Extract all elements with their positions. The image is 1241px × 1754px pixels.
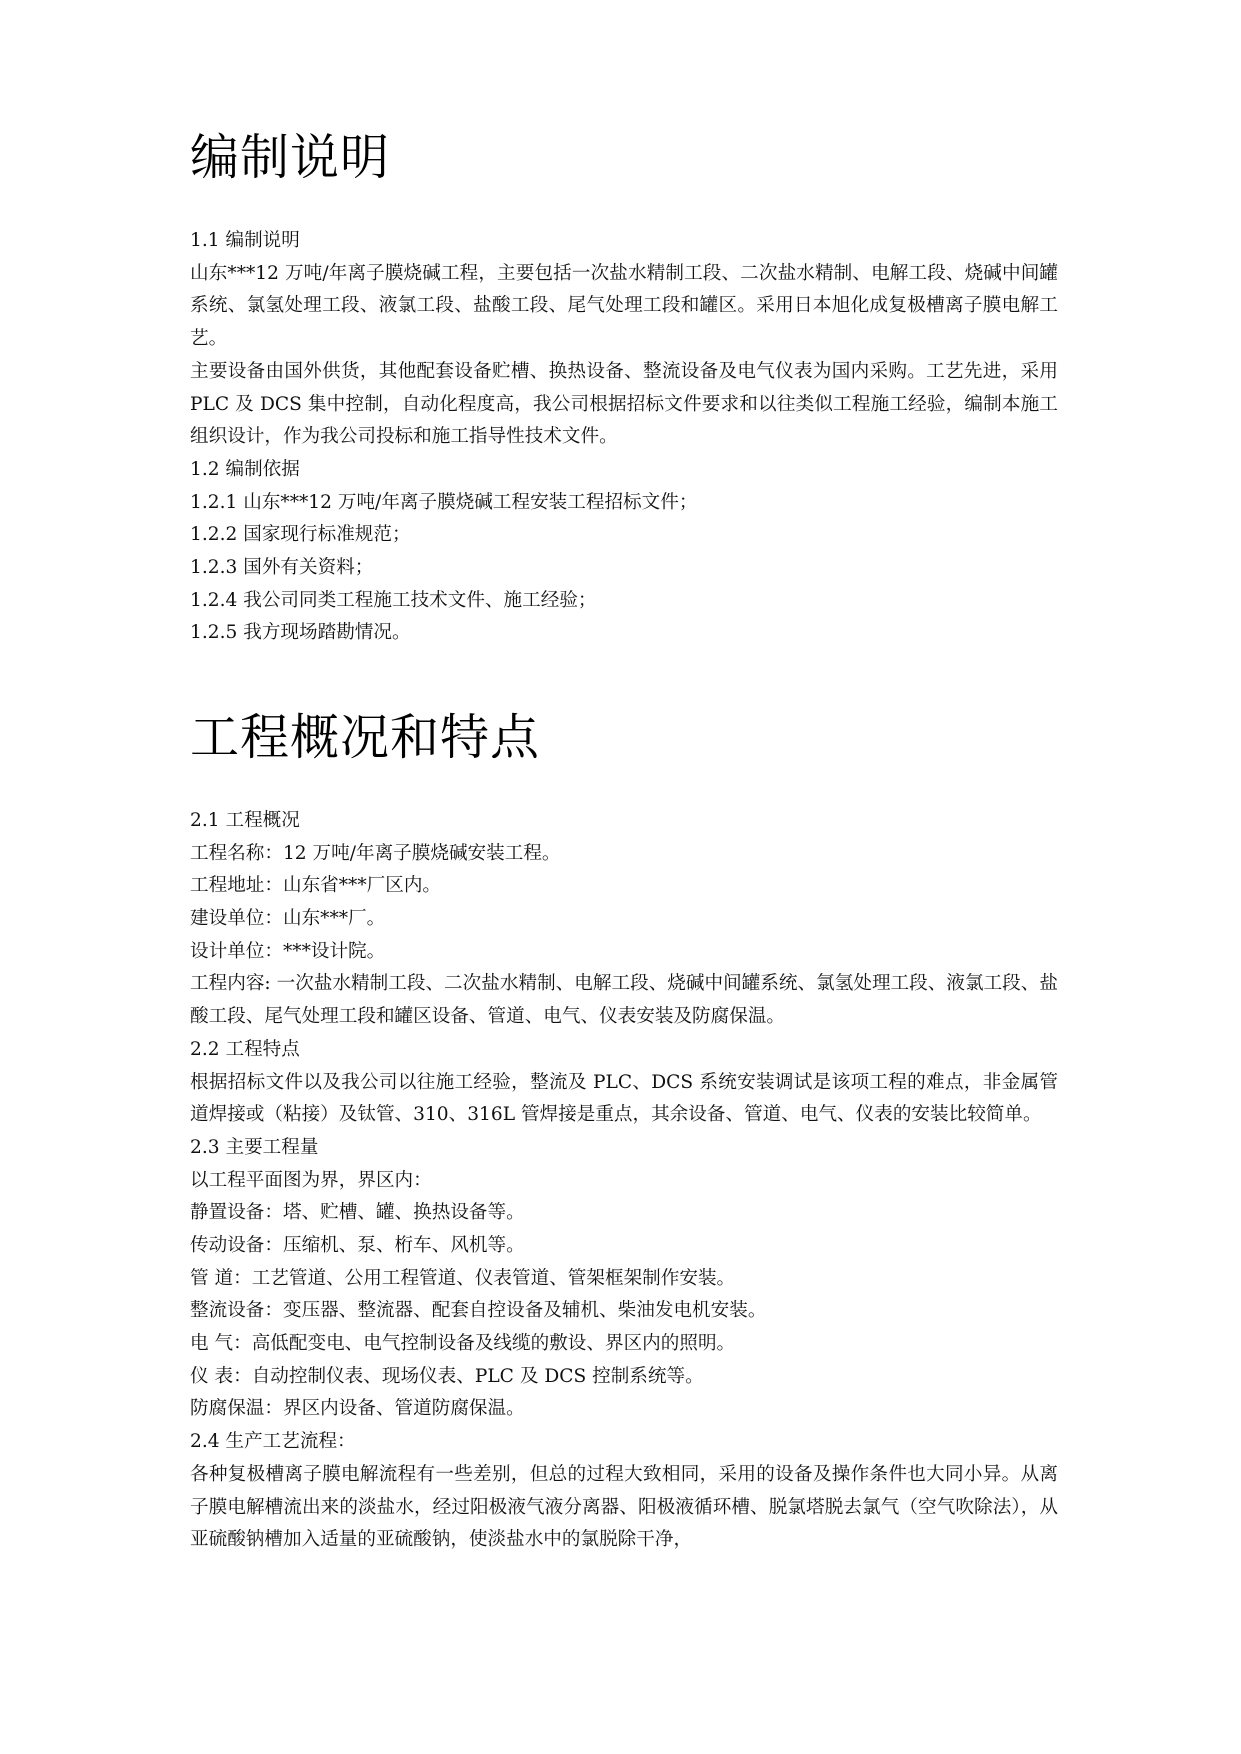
info-line: 工程名称：12 万吨/年离子膜烧碱安装工程。 [190,842,561,864]
section-heading-compilation: 编制说明 [190,129,391,186]
list-item: 1.2.2 国家现行标准规范； [190,524,411,546]
subsection-title: 2.4 生产工艺流程： [190,1431,356,1453]
section-body-compilation [190,225,1058,650]
list-item: 1.2.5 我方现场踏勘情况。 [190,622,411,644]
subsection-title: 1.1 编制说明 [190,230,300,251]
paragraph: 各种复极槽离子膜电解流程有一些差别，但总的过程大致相同，采用的设备及操作条件也大同小异。从离子膜电解槽流出来的淡盐水，经过阳极液气液分离器、阳极液循环槽、脱氯塔脱去氯气（空气吹除法），从亚硫酸钠槽加入适量的亚硫酸钠，使淡盐水中的氯脱除干净， [190,1463,1058,1551]
info-line: 静置设备：塔、贮槽、罐、换热设备等。 [190,1202,525,1224]
info-line: 传动设备：压缩机、泵、桁车、风机等。 [190,1235,525,1256]
list-item: 1.2.1 山东***12 万吨/年离子膜烧碱工程安装工程招标文件； [190,491,698,513]
info-line: 设计单位：***设计院。 [190,940,386,962]
paragraph: 主要设备由国外供货，其他配套设备贮槽、换热设备、整流设备及电气仪表为国内采购。工艺先进，采用 PLC 及 DCS 集中控制，自动化程度高，我公司根据招标文件要求和以往类似工程施工经验，编制本施工组织设计，作为我公司投标和施工指导性技术文件。 [190,360,1058,448]
info-line: 防腐保温：界区内设备、管道防腐保温。 [190,1398,525,1420]
info-line: 以工程平面图为界，界区内： [190,1169,432,1191]
paragraph: 工程内容: 一次盐水精制工段、二次盐水精制、电解工段、烧碱中间罐系统、氯氢处理工段、液氯工段、盐酸工段、尾气处理工段和罐区设备、管道、电气、仪表安装及防腐保温。 [190,973,1058,1028]
info-line: 工程地址：山东省***厂区内。 [190,875,442,897]
section-body-overview [190,805,1058,1557]
info-line: 整流设备：变压器、整流器、配套自控设备及辅机、柴油发电机安装。 [190,1300,767,1322]
list-item: 1.2.3 国外有关资料； [190,556,374,578]
list-item: 1.2.4 我公司同类工程施工技术文件、施工经验； [190,589,597,611]
subsection-title: 2.1 工程概况 [190,810,300,831]
subsection-title: 2.2 工程特点 [190,1038,300,1060]
info-line: 建设单位：山东***厂。 [190,908,386,930]
paragraph: 根据招标文件以及我公司以往施工经验，整流及 PLC、DCS 系统安装调试是该项工程的难点，非金属管道焊接或（粘接）及钛管、310、316L 管焊接是重点，其余设备、管道、电气、仪表的安装比较简单。 [190,1071,1058,1126]
info-line: 电 气：高低配变电、电气控制设备及线缆的敷设、界区内的照明。 [190,1333,736,1355]
subsection-title: 1.2 编制依据 [190,458,300,480]
info-line: 管 道：工艺管道、公用工程管道、仪表管道、管架框架制作安装。 [190,1267,736,1289]
subsection-title: 2.3 主要工程量 [190,1136,319,1158]
section-heading-overview: 工程概况和特点 [190,709,541,766]
info-line: 仪 表：自动控制仪表、现场仪表、PLC 及 DCS 控制系统等。 [190,1365,704,1387]
paragraph: 山东***12 万吨/年离子膜烧碱工程，主要包括一次盐水精制工段、二次盐水精制、电解工段、烧碱中间罐系统、氯氢处理工段、液氯工段、盐酸工段、尾气处理工段和罐区。采用日本旭化成复极槽离子膜电解工艺。 [190,262,1058,350]
